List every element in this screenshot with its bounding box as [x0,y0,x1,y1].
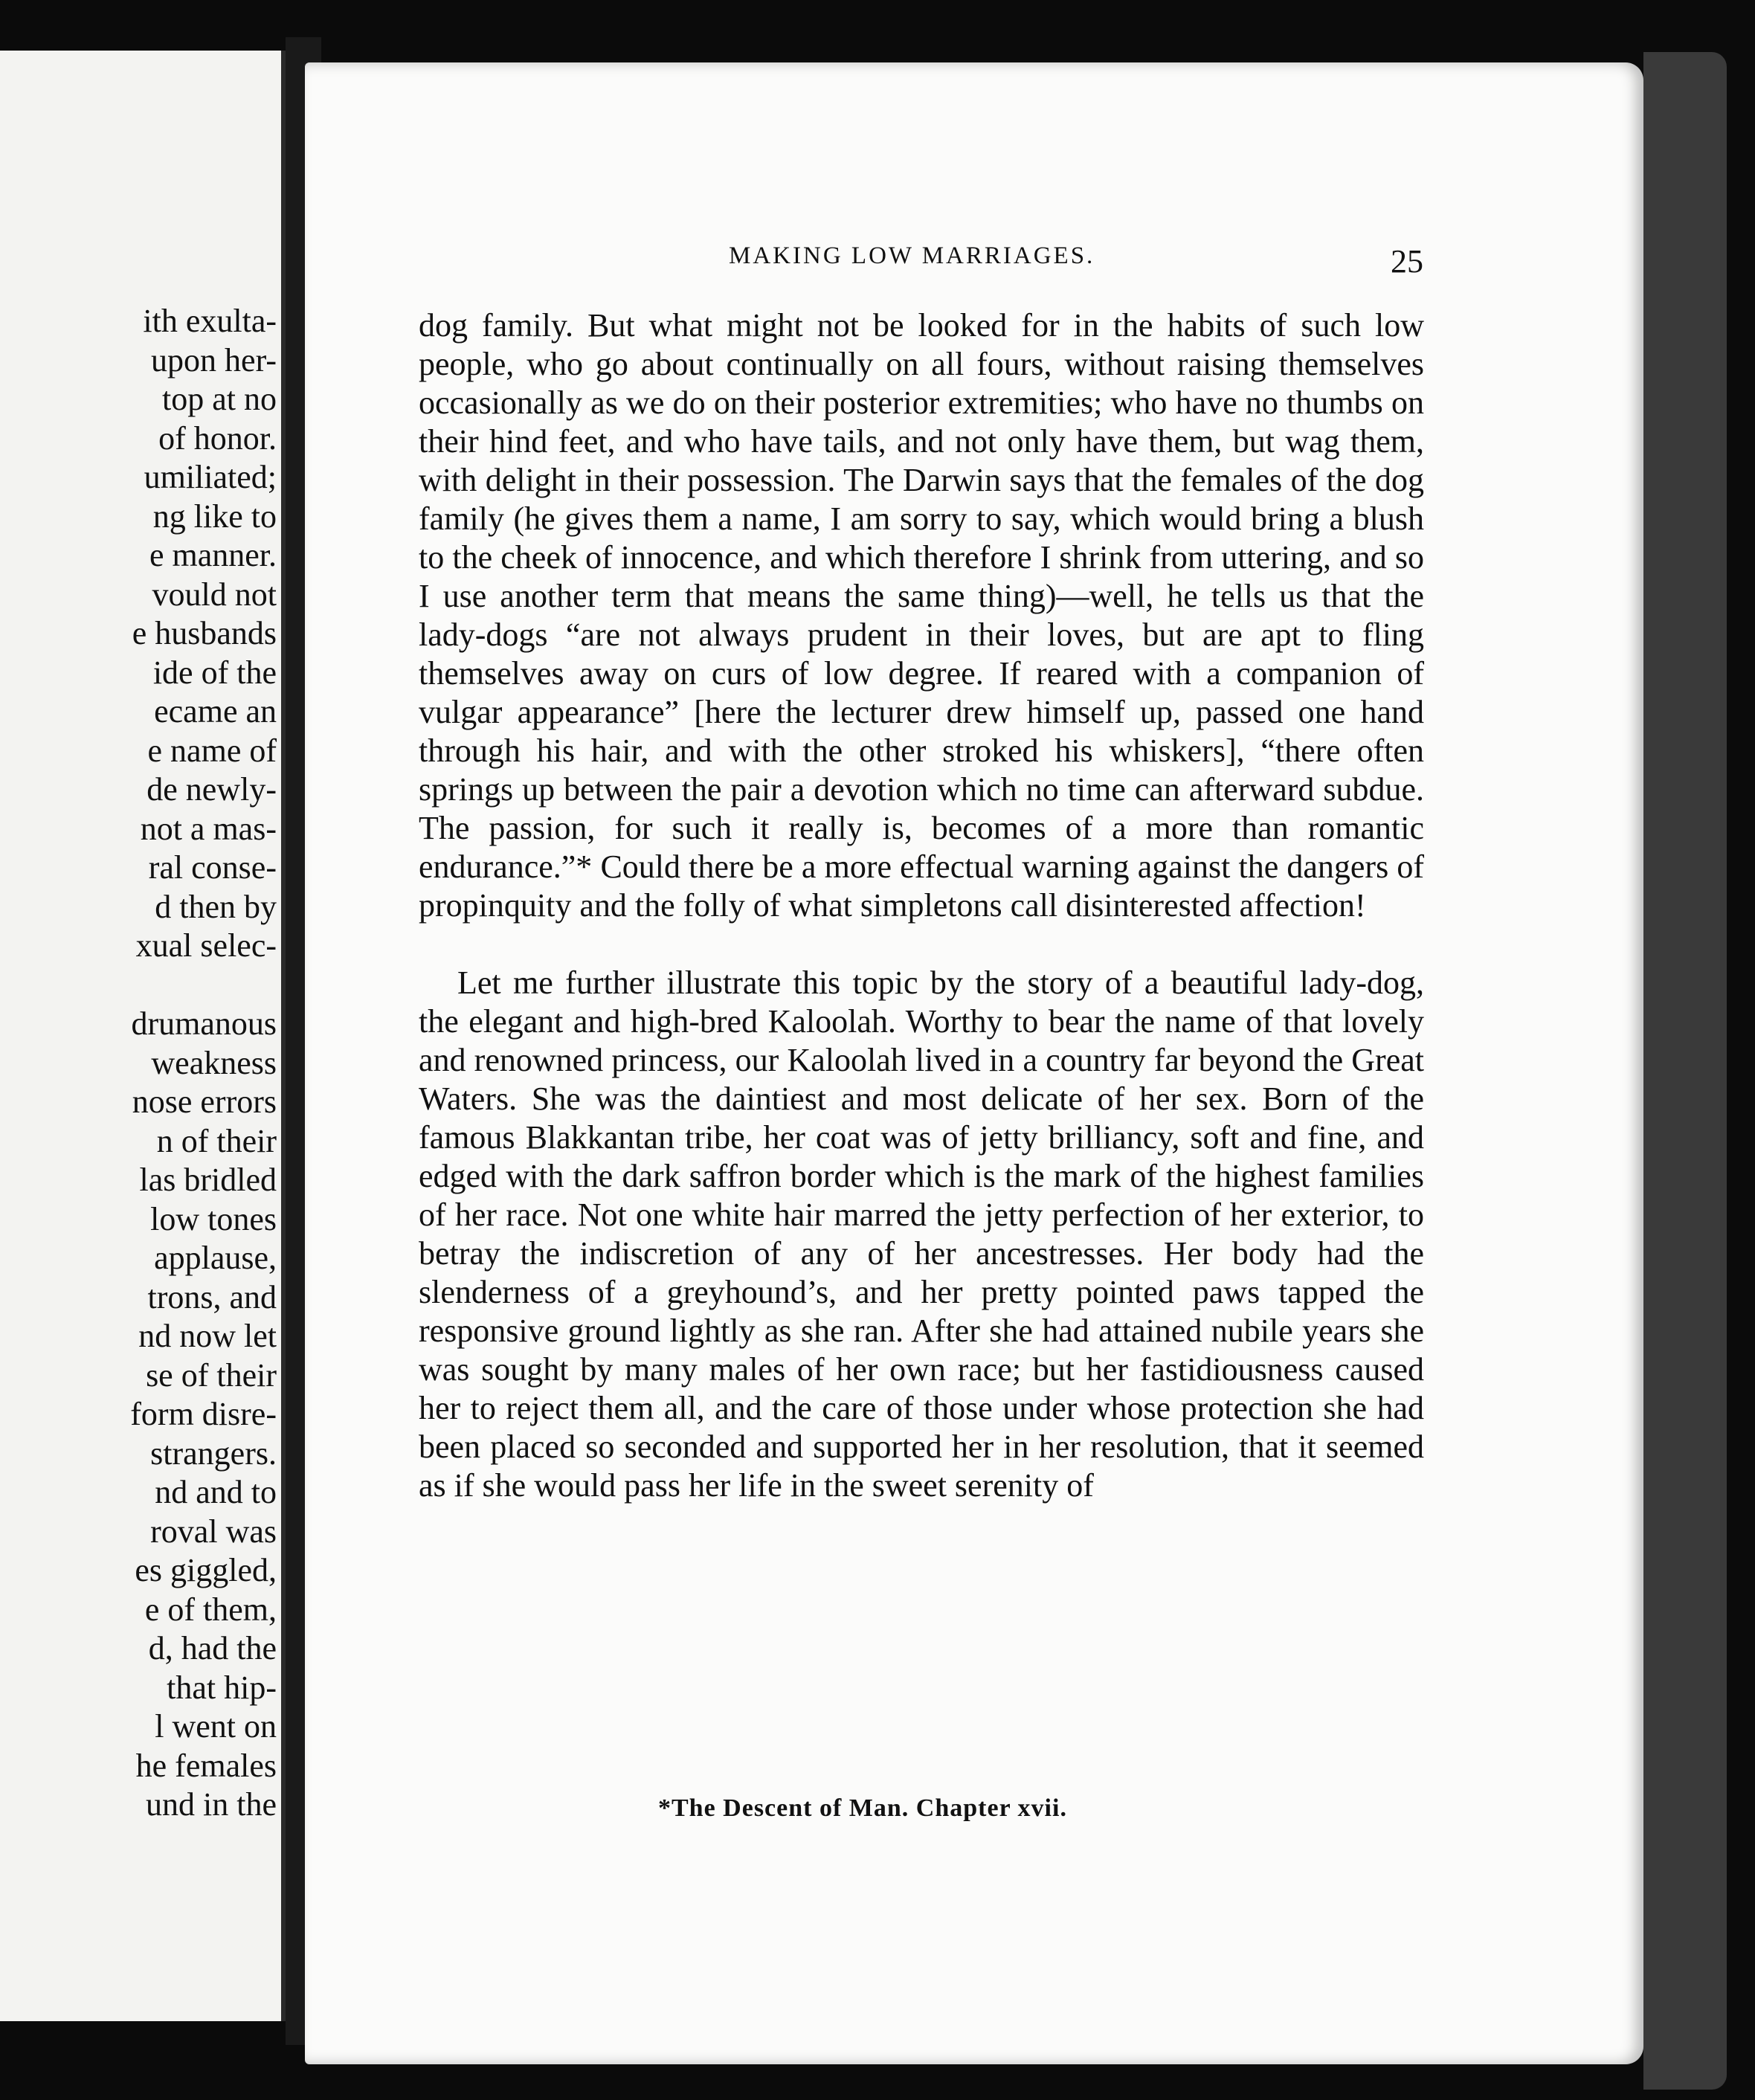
left-page-line: not a mas- [140,810,277,847]
left-page-line: drumanous [131,1005,277,1042]
left-page-line: top at no [162,381,277,417]
left-page-line: d then by [155,888,277,925]
left-page-line: strangers. [150,1434,277,1472]
left-page-line: las bridled [139,1162,277,1198]
left-page-line: e of them, [144,1591,277,1628]
left-page-line: ith exulta- [143,303,277,339]
left-page-line: ide of the [152,654,277,691]
left-page-line: l went on [155,1708,277,1745]
left-page [0,51,286,2021]
left-page-line: es giggled, [135,1552,277,1588]
left-page-text [130,302,277,1825]
left-page-line: of honor. [158,419,277,457]
page-body [419,306,1424,1505]
left-page-line: und in the [146,1786,277,1823]
left-page-line: ral conse- [148,849,277,886]
left-page-line: form disre- [130,1396,277,1432]
left-page-line: he females [135,1747,277,1784]
running-header: MAKING LOW MARRIAGES. [729,242,1095,269]
left-page-line: e name of [147,732,277,769]
left-page-line: roval was [150,1513,277,1550]
left-page-line: de newly- [146,771,277,808]
page-edge [1643,52,1727,2090]
left-page-line: low tones [150,1200,277,1237]
left-page-line: ng like to [152,497,277,535]
left-page-line: se of their [146,1356,277,1394]
left-page-line: that hip- [167,1669,277,1706]
left-page-line: applause, [154,1240,277,1276]
left-page-line: e husbands [132,615,277,651]
left-page-line: vould not [152,576,277,613]
left-page-line: nose errors [132,1083,277,1120]
left-page-line: xual selec- [135,927,277,964]
paragraph: dog family. But what might not be looked for in the habits of such low people, who go about continually on all fours, without raising themselves occasionally as we do on their posterior extremities; who have no thumbs on their hind feet, and who have tails, and not only have them, but wag them, with delight in their possession. The Darwin says that the females of the dog family (he gives them a name, I am sorry to say, which would bring a blush to the cheek of innocence, and which therefore I shrink from uttering, and so I use another term that means the same thing)—well, he tells us that the lady-dogs “are not always prudent in their loves, but are apt to fling themselves away on curs of low degree. If reared with a companion of vulgar appearance” [here the lecturer drew himself up, passed one hand through his hair, and with the other stroked his whiskers], “there often springs up between the pair a devotion which no time can afterward subdue. The passion, for such it really is, becomes of a more than romantic endurance.”* Could there be a more effectual warning against the dangers of propinquity and the folly of what simpletons call disinterested affection! [419,307,1424,924]
left-page-line: upon her- [151,341,277,379]
left-page-line: nd and to [155,1474,277,1510]
left-page-line: d, had the [148,1630,277,1666]
left-page-line: trons, and [147,1278,277,1315]
left-page-line: ecame an [154,693,277,729]
page-number: 25 [1391,243,1423,280]
left-page-line: e manner. [149,537,277,573]
paragraph: Let me further illustrate this topic by the story of a beautiful lady-dog, the elegant and high-bred Kaloolah. Worthy to bear the name of that lovely and renowned princess, our Kaloolah lived in a country far beyond the Great Waters. She was the daintiest and most delicate of her sex. Born of the famous Blakkantan tribe, her coat was of jetty brilliancy, soft and fine, and edged with the dark saffron border which is the mark of the highest families of her race. Not one white hair marred the jetty perfection of her exterior, to betray the indiscretion of any of her ancestresses. Her body had the slenderness of a greyhound’s, and her pretty pointed paws tapped the responsive ground lightly as she ran. After she had attained nubile years she was sought by many males of her own race; but her fastidiousness caused her to reject them all, and the care of those under whose protection she had been placed so seconded and supported her in her resolution, that it seemed as if she would pass her life in the sweet serenity of [419,964,1424,1504]
left-page-line: umiliated; [144,459,277,495]
left-page-line: nd now let [138,1318,277,1354]
footnote: *The Descent of Man. Chapter xvii. [658,1794,1067,1822]
left-page-gap [130,966,277,1005]
left-page-line: weakness [151,1044,277,1081]
left-page-line: n of their [156,1122,277,1159]
